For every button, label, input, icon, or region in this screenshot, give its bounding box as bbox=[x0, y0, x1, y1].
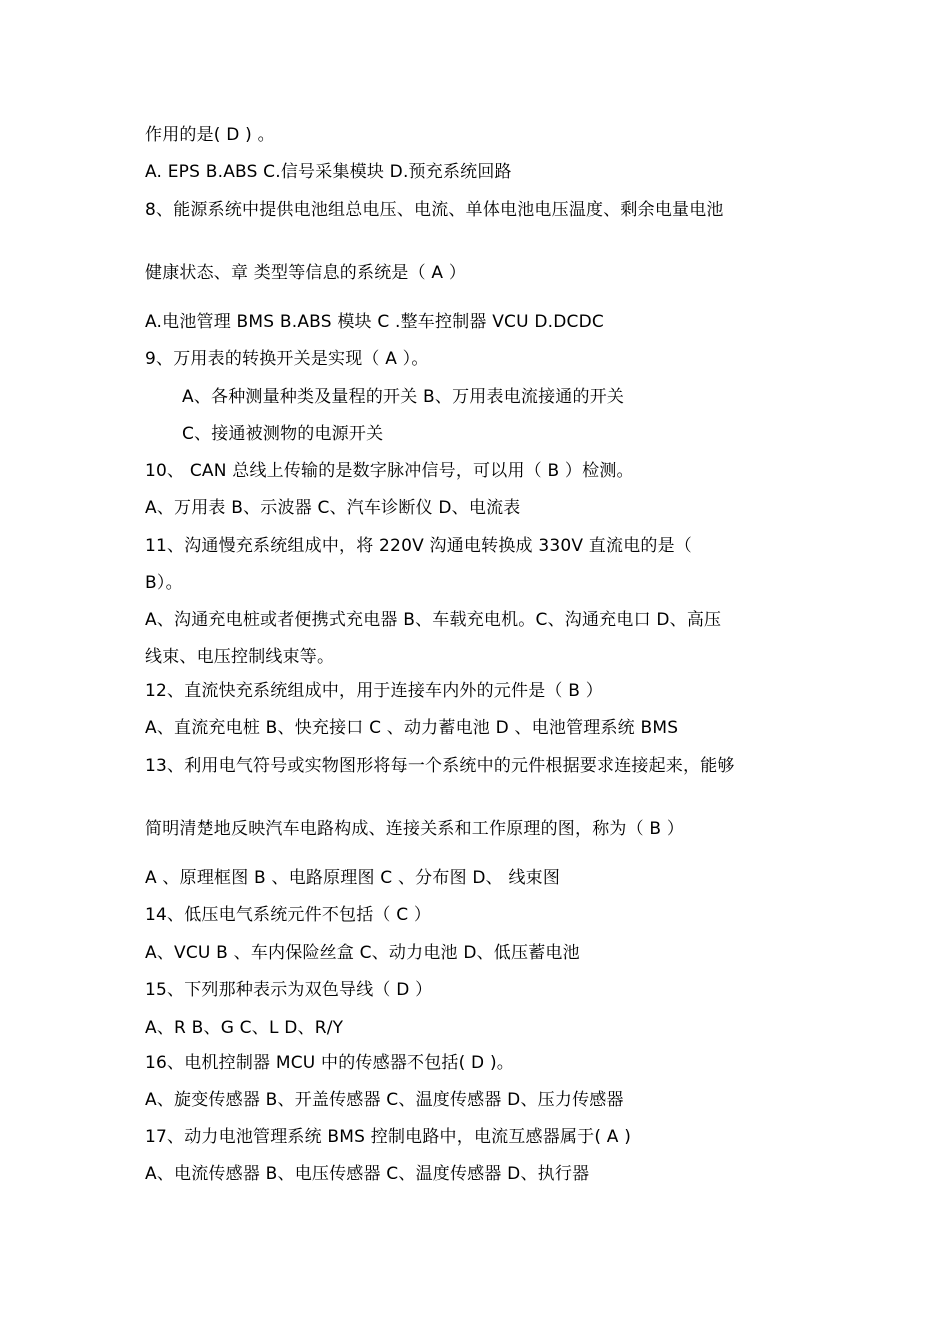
text-line: A、电流传感器 B、电压传感器 C、温度传感器 D、执行器 bbox=[145, 1164, 590, 1184]
text-line: 15、下列那种表示为双色导线（ D ） bbox=[145, 980, 433, 1000]
text-line: 作用的是( D ) 。 bbox=[145, 125, 275, 145]
text-line: 11、沟通慢充系统组成中，将 220V 沟通电转换成 330V 直流电的是（ bbox=[145, 536, 693, 556]
text-line: A、各种测量种类及量程的开关 B、万用表电流接通的开关 bbox=[182, 387, 625, 407]
text-line: A、R B、G C、L D、R/Y bbox=[145, 1018, 344, 1038]
text-line: 9、万用表的转换开关是实现（ A ）。 bbox=[145, 349, 429, 369]
text-line: 线束、电压控制线束等。 bbox=[145, 647, 335, 667]
text-line: A.电池管理 BMS B.ABS 模块 C .整车控制器 VCU D.DCDC bbox=[145, 312, 604, 332]
text-line: A、直流充电桩 B、快充接口 C 、动力蓄电池 D 、电池管理系统 BMS bbox=[145, 718, 679, 738]
text-line: 12、直流快充系统组成中，用于连接车内外的元件是（ B ） bbox=[145, 681, 603, 701]
text-line: A. EPS B.ABS C.信号采集模块 D.预充系统回路 bbox=[145, 162, 512, 182]
text-line: 13、利用电气符号或实物图形将每一个系统中的元件根据要求连接起来，能够 bbox=[145, 756, 735, 776]
text-line: A、旋变传感器 B、开盖传感器 C、温度传感器 D、压力传感器 bbox=[145, 1090, 624, 1110]
text-line: 17、动力电池管理系统 BMS 控制电路中，电流互感器属于( A ) bbox=[145, 1127, 632, 1147]
text-line: A、沟通充电桩或者便携式充电器 B、车载充电机。C、沟通充电口 D、高压 bbox=[145, 610, 722, 630]
text-line: A、万用表 B、示波器 C、汽车诊断仪 D、电流表 bbox=[145, 498, 521, 518]
text-line: 简明清楚地反映汽车电路构成、连接关系和工作原理的图，称为（ B ） bbox=[145, 819, 685, 839]
text-line: 10、 CAN 总线上传输的是数字脉冲信号，可以用（ B ）检测。 bbox=[145, 461, 634, 481]
text-line: 14、低压电气系统元件不包括（ C ） bbox=[145, 905, 432, 925]
text-line: B）。 bbox=[145, 573, 183, 593]
text-line: A、VCU B 、车内保险丝盒 C、动力电池 D、低压蓄电池 bbox=[145, 943, 580, 963]
text-line: 健康状态、章 类型等信息的系统是（ A ） bbox=[145, 263, 467, 283]
text-line: 16、电机控制器 MCU 中的传感器不包括( D )。 bbox=[145, 1053, 514, 1073]
text-line: A 、原理框图 B 、电路原理图 C 、分布图 D、 线束图 bbox=[145, 868, 561, 888]
text-line: C、接通被测物的电源开关 bbox=[182, 424, 384, 444]
text-line: 8、能源系统中提供电池组总电压、电流、单体电池电压温度、剩余电量电池 bbox=[145, 200, 724, 220]
